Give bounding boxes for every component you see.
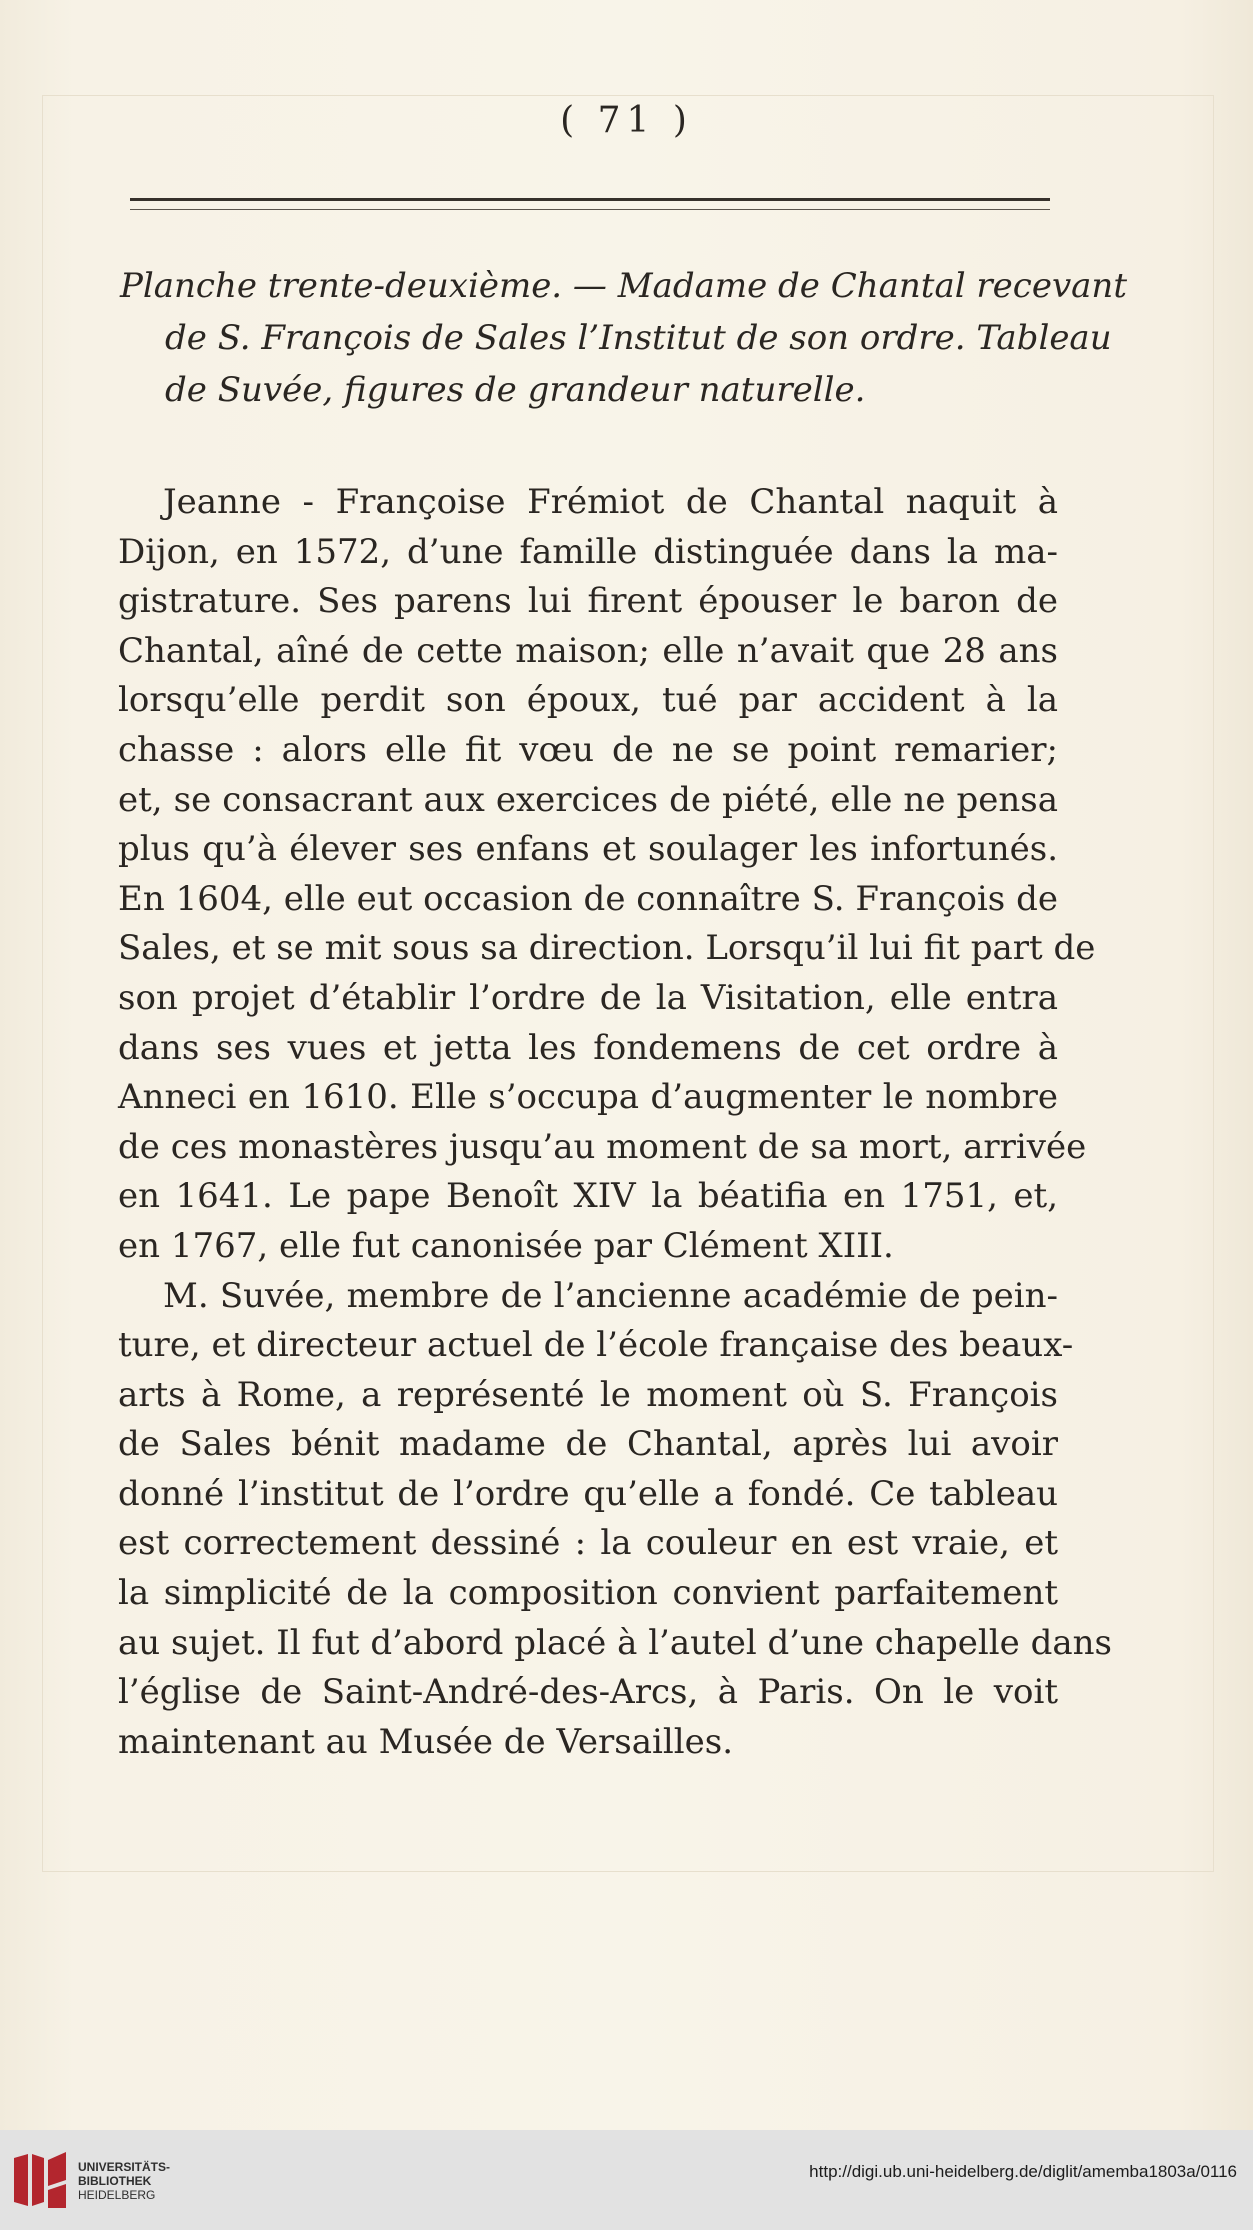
text-line: Sales, et se mit sous sa direction. Lorsqu’il lui fit part de <box>118 928 1096 969</box>
body-text <box>118 478 1112 1767</box>
caption-line: de S. François de Sales l’Institut de son ordre. Tableau <box>165 318 1112 358</box>
text-line: dans ses vues et jetta les fondemens de cet ordre à <box>118 1027 1058 1068</box>
text-line: plus qu’à élever ses enfans et soulager les infortunés. <box>118 829 1058 870</box>
plate-caption <box>120 260 1127 416</box>
text-line: arts à Rome, a représenté le moment où S. François <box>118 1374 1058 1415</box>
library-name-line: BIBLIOTHEK <box>78 2174 152 2188</box>
text-line: Chantal, aîné de cette maison; elle n’avait que 28 ans <box>118 630 1058 671</box>
text-line: Anneci en 1610. Elle s’occupa d’augmenter le nombre <box>118 1077 1058 1118</box>
text-line: de Sales bénit madame de Chantal, après lui avoir <box>118 1424 1058 1465</box>
text-line: en 1767, elle fut canonisée par Clément XIII. <box>118 1225 894 1266</box>
library-name-line: UNIVERSITÄTS- <box>78 2160 171 2174</box>
text-line: est correctement dessiné : la couleur en est vraie, et <box>118 1523 1058 1564</box>
header-rule-thick <box>130 198 1050 201</box>
page-number: ( 71 ) <box>560 100 693 141</box>
text-line: chasse : alors elle fit vœu de ne se point remarier; <box>118 729 1058 770</box>
text-line: M. Suvée, membre de l’ancienne académie de pein- <box>163 1275 1058 1316</box>
text-line: au sujet. Il fut d’abord placé à l’autel d’une chapelle dans <box>118 1622 1112 1663</box>
text-line: Jeanne - Françoise Frémiot de Chantal naquit à <box>163 482 1058 522</box>
text-line: en 1641. Le pape Benoît XIV la béatifia en 1751, et, <box>118 1176 1058 1217</box>
text-line: et, se consacrant aux exercices de piété, elle ne pensa <box>118 779 1058 820</box>
text-line: l’église de Saint-André-des-Arcs, à Paris. On le voit <box>118 1672 1058 1713</box>
university-library-logo-icon <box>10 2150 70 2210</box>
text-line: ture, et directeur actuel de l’école française des beaux- <box>118 1325 1074 1366</box>
header-rule-thin <box>130 209 1050 210</box>
text-line: la simplicité de la composition convient parfaitement <box>118 1573 1058 1614</box>
caption-line: de Suvée, figures de grandeur naturelle. <box>165 370 866 410</box>
permalink-url[interactable]: http://digi.ub.uni-heidelberg.de/diglit/amemba1803a/0116 <box>809 2162 1237 2181</box>
viewer-footer <box>0 2130 1253 2230</box>
caption-line: Planche trente-deuxième. — Madame de Chantal recevant <box>120 266 1127 306</box>
text-line: Dijon, en 1572, d’une famille distinguée dans la ma- <box>118 531 1058 572</box>
text-line: gistrature. Ses parens lui firent épouser le baron de <box>118 581 1058 622</box>
text-line: lorsqu’elle perdit son époux, tué par accident à la <box>118 680 1058 721</box>
text-line: son projet d’établir l’ordre de la Visitation, elle entra <box>118 977 1058 1018</box>
library-name <box>78 2160 170 2202</box>
library-name-line: HEIDELBERG <box>78 2188 156 2202</box>
text-line: de ces monastères jusqu’au moment de sa mort, arrivée <box>118 1126 1087 1167</box>
text-line: maintenant au Musée de Versailles. <box>118 1721 734 1762</box>
text-line: En 1604, elle eut occasion de connaître S. François de <box>118 878 1058 919</box>
text-line: donné l’institut de l’ordre qu’elle a fondé. Ce tableau <box>118 1473 1058 1514</box>
